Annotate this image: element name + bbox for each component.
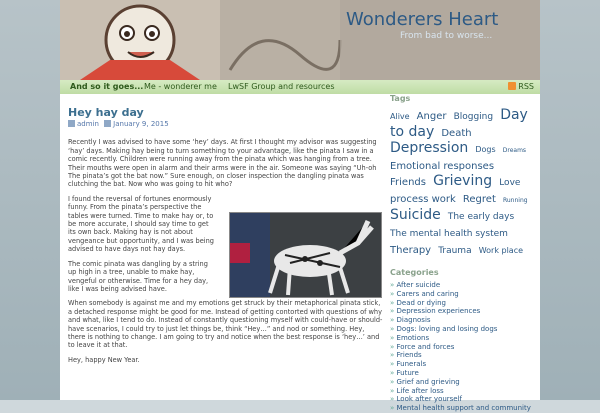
post — [68, 100, 383, 370]
category-link[interactable]: » After suicide — [390, 281, 536, 290]
post-author[interactable]: admin — [77, 120, 99, 128]
tag-link[interactable]: Alive — [390, 112, 410, 121]
category-link[interactable]: » Depression experiences — [390, 307, 536, 316]
tag-link[interactable]: Death — [441, 128, 472, 139]
category-link[interactable]: » Grief and grieving — [390, 378, 536, 387]
tag-link[interactable]: Day to day — [390, 107, 528, 140]
post-date: January 9, 2015 — [113, 120, 169, 128]
tag-link[interactable]: Dogs — [475, 145, 496, 154]
category-list — [390, 281, 536, 413]
nav-item-me[interactable]: Me - wonderer me — [144, 82, 217, 91]
rss-icon — [508, 82, 516, 90]
category-link[interactable]: » Future — [390, 369, 536, 378]
category-link[interactable]: » Force and forces — [390, 343, 536, 352]
category-link[interactable]: » Funerals — [390, 360, 536, 369]
category-link[interactable]: » Diagnosis — [390, 316, 536, 325]
tag-link[interactable]: The early days — [447, 212, 515, 222]
tag-link[interactable]: Work place — [478, 246, 524, 255]
tag-link[interactable]: Suicide — [390, 207, 441, 223]
category-link[interactable]: » Dead or dying — [390, 299, 536, 308]
post-meta — [68, 120, 383, 128]
sidebar — [390, 94, 536, 413]
tag-link[interactable]: Trauma — [438, 246, 472, 256]
calendar-icon — [104, 120, 111, 127]
category-link[interactable]: » Friends — [390, 351, 536, 360]
post-title[interactable]: Hey hay day — [68, 106, 144, 119]
nav-item-home[interactable]: And so it goes... — [70, 82, 144, 91]
tag-link[interactable]: Running — [502, 197, 528, 204]
tag-link[interactable]: Blogging — [453, 112, 494, 122]
tag-link[interactable]: Regret — [462, 194, 496, 205]
rss-label: RSS — [518, 82, 534, 91]
tag-link[interactable]: Grieving — [433, 173, 493, 189]
category-link[interactable]: » Look after yourself — [390, 395, 536, 404]
post-paragraph: The comic pinata was dangling by a string up high in a tree, unable to make hay, vengeful or otherwise. Time for a hey day, like I was being advised have. — [68, 259, 209, 293]
category-link[interactable]: » Dogs: loving and losing dogs — [390, 325, 536, 334]
right-margin — [540, 0, 600, 400]
category-link[interactable]: » Life after loss — [390, 387, 536, 396]
post-paragraph: I found the reversal of fortunes enormously funny. From the pinata’s perspective the tables were turned. Time to make hay or, to be more accurate, I should say time to get its own back. Making hay is not about vengeance but opportunity, and I was being advised to have days not hay days. — [68, 194, 214, 254]
post-paragraph: Hey, happy New Year. — [68, 355, 140, 364]
page — [60, 0, 540, 413]
post-paragraph: When somebody is against me and my emotions get struck by their metaphorical pinata stick, a detached response might be good for me. Instead of getting contorted with questions of why and what, like I tend to do. Instead of constantly questioning myself with could-have or should-have scenarios, I could try to just let things be, think “Hey…” and nod or something. Hey, there is nothing to change. I am going to try and notice when the best response is ‘hey…’ and to leave it at that. — [68, 299, 383, 350]
site-description: From bad to worse... — [400, 31, 493, 41]
tag-link[interactable]: Emotional responses — [390, 161, 495, 172]
site-title[interactable]: Wonderers Heart — [346, 9, 499, 30]
tag-link[interactable]: Friends — [390, 177, 426, 188]
categories-title: Categories — [390, 268, 439, 277]
tag-link[interactable]: Depression — [390, 140, 469, 156]
category-link[interactable]: » Carers and caring — [390, 290, 536, 299]
graffiti-photo — [229, 212, 382, 298]
tag-link[interactable]: The mental health system — [390, 229, 508, 239]
tags-title: Tags — [390, 94, 411, 103]
header-banner — [60, 0, 540, 80]
post-paragraph: Recently I was advised to have some ‘hey’ days. At first I thought my advisor was suggesting ‘hay’ days. Making hay being to turn something to your advantage, like the pinata I saw in a comic recently. Children were running away from the pinata which was hanging from a tree. Their mouths were open in alarm and their arms were in the air. Someone was saying “Uh-oh The pinata’s got the bat now.” Sure enough, on closer inspection the dangling pinata was clutching the bat. Now who was going to hit who? — [68, 138, 377, 189]
left-margin — [0, 0, 60, 400]
tag-link[interactable]: process work — [390, 194, 456, 205]
tag-link[interactable]: Anger — [416, 111, 447, 122]
rss-link[interactable] — [508, 80, 534, 94]
category-link[interactable]: » Emotions — [390, 334, 536, 343]
tag-link[interactable]: Love — [499, 178, 521, 188]
main-navigation — [60, 80, 540, 94]
author-icon — [68, 120, 75, 127]
tag-link[interactable]: Therapy — [390, 245, 432, 256]
tag-link[interactable]: Dreams — [502, 147, 527, 154]
category-link[interactable]: » Mental health support and community — [390, 404, 536, 413]
tag-cloud — [390, 107, 536, 258]
nav-item-lwsf[interactable]: LwSF Group and resources — [228, 82, 335, 91]
graffiti-animal-illustration — [230, 213, 381, 297]
